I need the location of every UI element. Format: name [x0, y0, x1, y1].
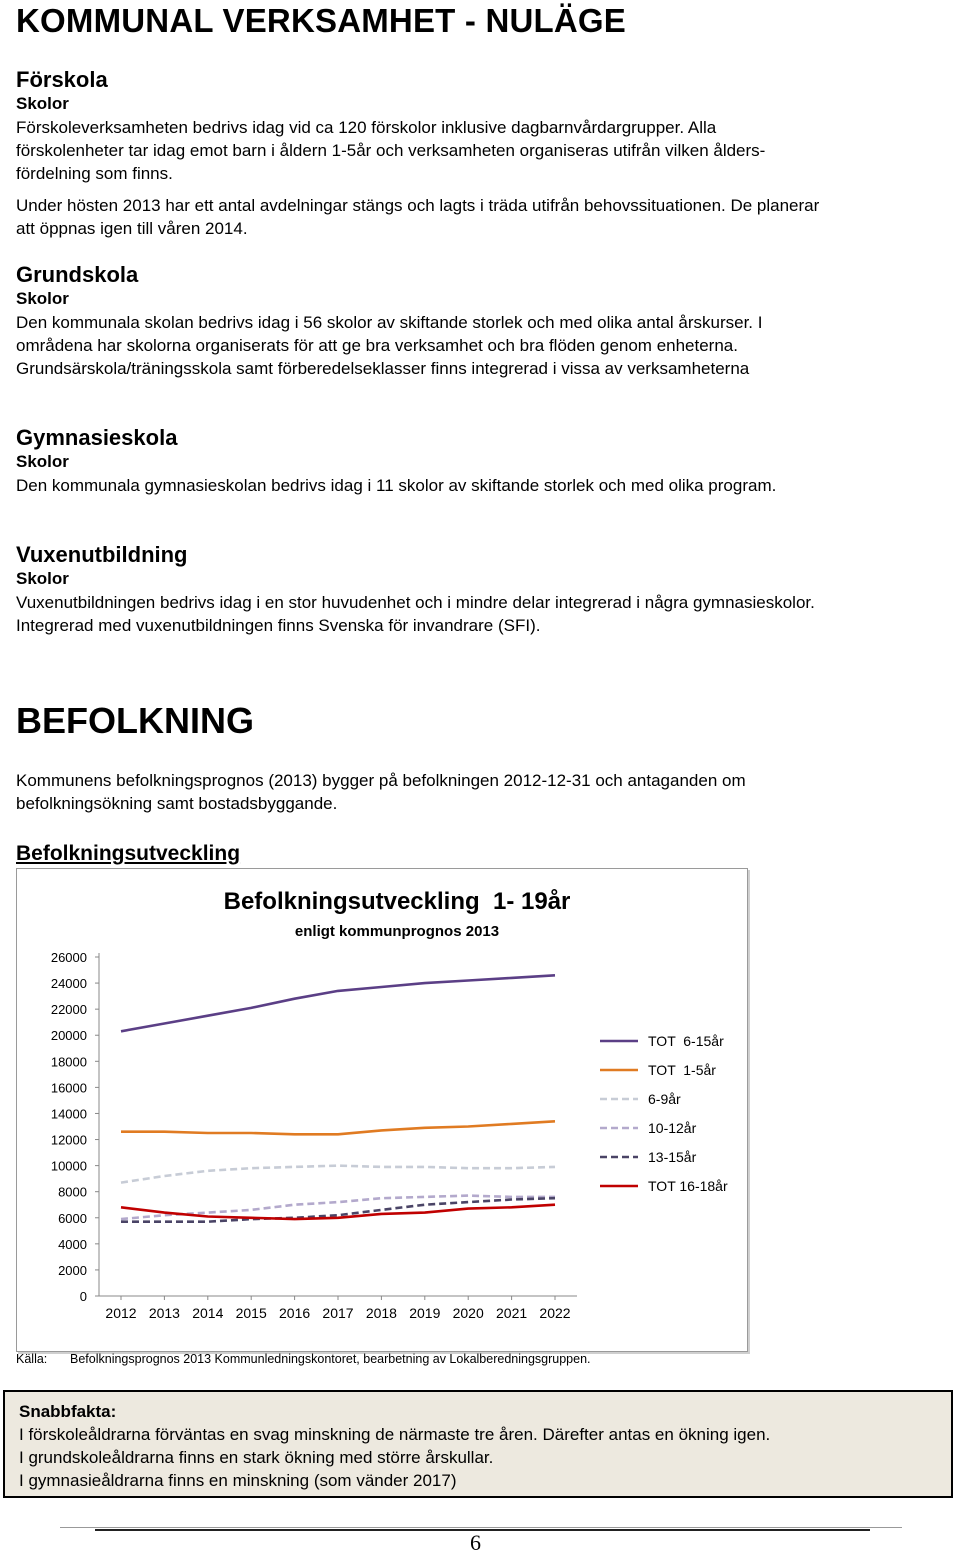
footer-rule	[95, 1529, 870, 1531]
befolkning-paragraph	[16, 769, 946, 815]
legend-label: TOT 6-15år	[648, 1033, 724, 1049]
series-line	[121, 1205, 555, 1219]
x-tick-label: 2018	[365, 1305, 397, 1321]
y-tick-label: 4000	[58, 1236, 87, 1252]
gymnasieskola-subheading: Skolor	[16, 452, 69, 471]
x-tick-label: 2017	[322, 1305, 354, 1321]
y-tick-label: 2000	[58, 1262, 87, 1278]
text-line: befolkningsökning samt bostadsbyggande.	[16, 794, 338, 813]
y-tick-label: 10000	[50, 1158, 87, 1174]
x-tick-label: 2013	[148, 1305, 180, 1321]
vuxenutbildning-subheading: Skolor	[16, 569, 69, 588]
footer-rule	[60, 1527, 902, 1528]
y-tick-label: 0	[79, 1289, 87, 1304]
y-tick-label: 6000	[58, 1210, 87, 1226]
legend-label: TOT 1-5år	[648, 1062, 716, 1078]
x-tick-label: 2014	[192, 1305, 224, 1321]
x-tick-label: 2015	[235, 1305, 267, 1321]
text-line: att öppnas igen till våren 2014.	[16, 219, 248, 238]
befolkning-heading: BEFOLKNING	[16, 700, 254, 741]
source-text: Befolkningsprognos 2013 Kommunledningskontoret, bearbetning av Lokalberedningsgruppen.	[70, 1352, 591, 1366]
y-tick-label: 26000	[50, 950, 87, 965]
text-line: fördelning som finns.	[16, 164, 173, 183]
legend-label: TOT 16-18år	[648, 1178, 728, 1194]
legend-label: 13-15år	[648, 1149, 697, 1165]
y-tick-label: 12000	[50, 1132, 87, 1148]
chart-svg	[17, 869, 747, 1351]
x-tick-label: 2020	[452, 1305, 484, 1321]
page-title: KOMMUNAL VERKSAMHET - NULÄGE	[16, 2, 626, 39]
gymnasieskola-paragraph	[16, 474, 946, 497]
gymnasieskola-heading: Gymnasieskola	[16, 425, 178, 450]
grundskola-paragraph	[16, 311, 946, 380]
source-label: Källa:	[16, 1352, 48, 1366]
snabbfakta-line: I förskoleåldrarna förväntas en svag minskning de närmaste tre åren. Därefter antas en ökning igen.	[19, 1425, 771, 1444]
text-line: förskolenheter tar idag emot barn i åldern 1-5år och verksamheten organiseras utifrån vilken ålders-	[16, 141, 766, 160]
x-tick-label: 2019	[409, 1305, 441, 1321]
snabbfakta-line: I grundskoleåldrarna finns en stark ökning med större årskullar.	[19, 1448, 494, 1467]
text-line: Vuxenutbildningen bedrivs idag i en stor huvudenhet och i mindre delar integrerad i några gymnasieskolor.	[16, 593, 815, 612]
y-tick-label: 18000	[50, 1054, 87, 1070]
snabbfakta-line: I gymnasieåldrarna finns en minskning (som vänder 2017)	[19, 1471, 457, 1490]
snabbfakta-box	[3, 1390, 953, 1498]
snabbfakta-heading: Snabbfakta:	[19, 1402, 117, 1421]
chart-title: Befolkningsutveckling 1- 19år	[223, 888, 571, 915]
x-tick-label: 2021	[496, 1305, 528, 1321]
forskola-paragraph-2	[16, 194, 946, 240]
forskola-heading: Förskola	[16, 67, 108, 92]
text-line: Under hösten 2013 har ett antal avdelningar stängs och lagts i träda utifrån behovssituationen. De planerar	[16, 196, 820, 215]
y-tick-label: 22000	[50, 1002, 87, 1018]
series-line	[121, 975, 555, 1031]
x-tick-label: 2012	[105, 1305, 137, 1321]
y-tick-label: 14000	[50, 1106, 87, 1122]
grundskola-heading: Grundskola	[16, 262, 139, 287]
y-tick-label: 8000	[58, 1184, 87, 1200]
y-tick-label: 20000	[50, 1028, 87, 1044]
text-line: Integrerad med vuxenutbildningen finns Svenska för invandrare (SFI).	[16, 616, 541, 635]
text-line: Kommunens befolkningsprognos (2013) bygger på befolkningen 2012-12-31 och antaganden om	[16, 771, 746, 790]
legend-label: 10-12år	[648, 1120, 697, 1136]
x-tick-label: 2016	[279, 1305, 311, 1321]
series-line	[121, 1121, 555, 1134]
chart-subtitle: enligt kommunprognos 2013	[294, 923, 500, 940]
vuxenutbildning-paragraph	[16, 591, 946, 637]
legend-label: 6-9år	[648, 1091, 681, 1107]
text-line: Den kommunala gymnasieskolan bedrivs idag i 11 skolor av skiftande storlek och med olika program.	[16, 476, 777, 495]
text-line: Förskoleverksamheten bedrivs idag vid ca 120 förskolor inklusive dagbarnvårdargrupper. Alla	[16, 118, 717, 137]
forskola-subheading: Skolor	[16, 94, 69, 113]
text-line: Grundsärskola/träningsskola samt förberedelseklasser finns integrerad i vissa av verksamheterna	[16, 359, 750, 378]
page-number: 6	[470, 1530, 481, 1555]
x-tick-label: 2022	[539, 1305, 571, 1321]
series-line	[121, 1166, 555, 1183]
grundskola-subheading: Skolor	[16, 289, 69, 308]
vuxenutbildning-heading: Vuxenutbildning	[16, 542, 188, 567]
y-tick-label: 24000	[50, 976, 87, 992]
text-line: Den kommunala skolan bedrivs idag i 56 skolor av skiftande storlek och med olika antal årskurser. I	[16, 313, 763, 332]
text-line: områdena har skolorna organiserats för att ge bra verksamhet och bra flöden genom enheterna.	[16, 336, 738, 355]
y-tick-label: 16000	[50, 1080, 87, 1096]
befolkningsutveckling-heading: Befolkningsutveckling	[16, 842, 241, 865]
forskola-paragraph-1	[16, 116, 946, 185]
population-chart	[16, 868, 748, 1352]
